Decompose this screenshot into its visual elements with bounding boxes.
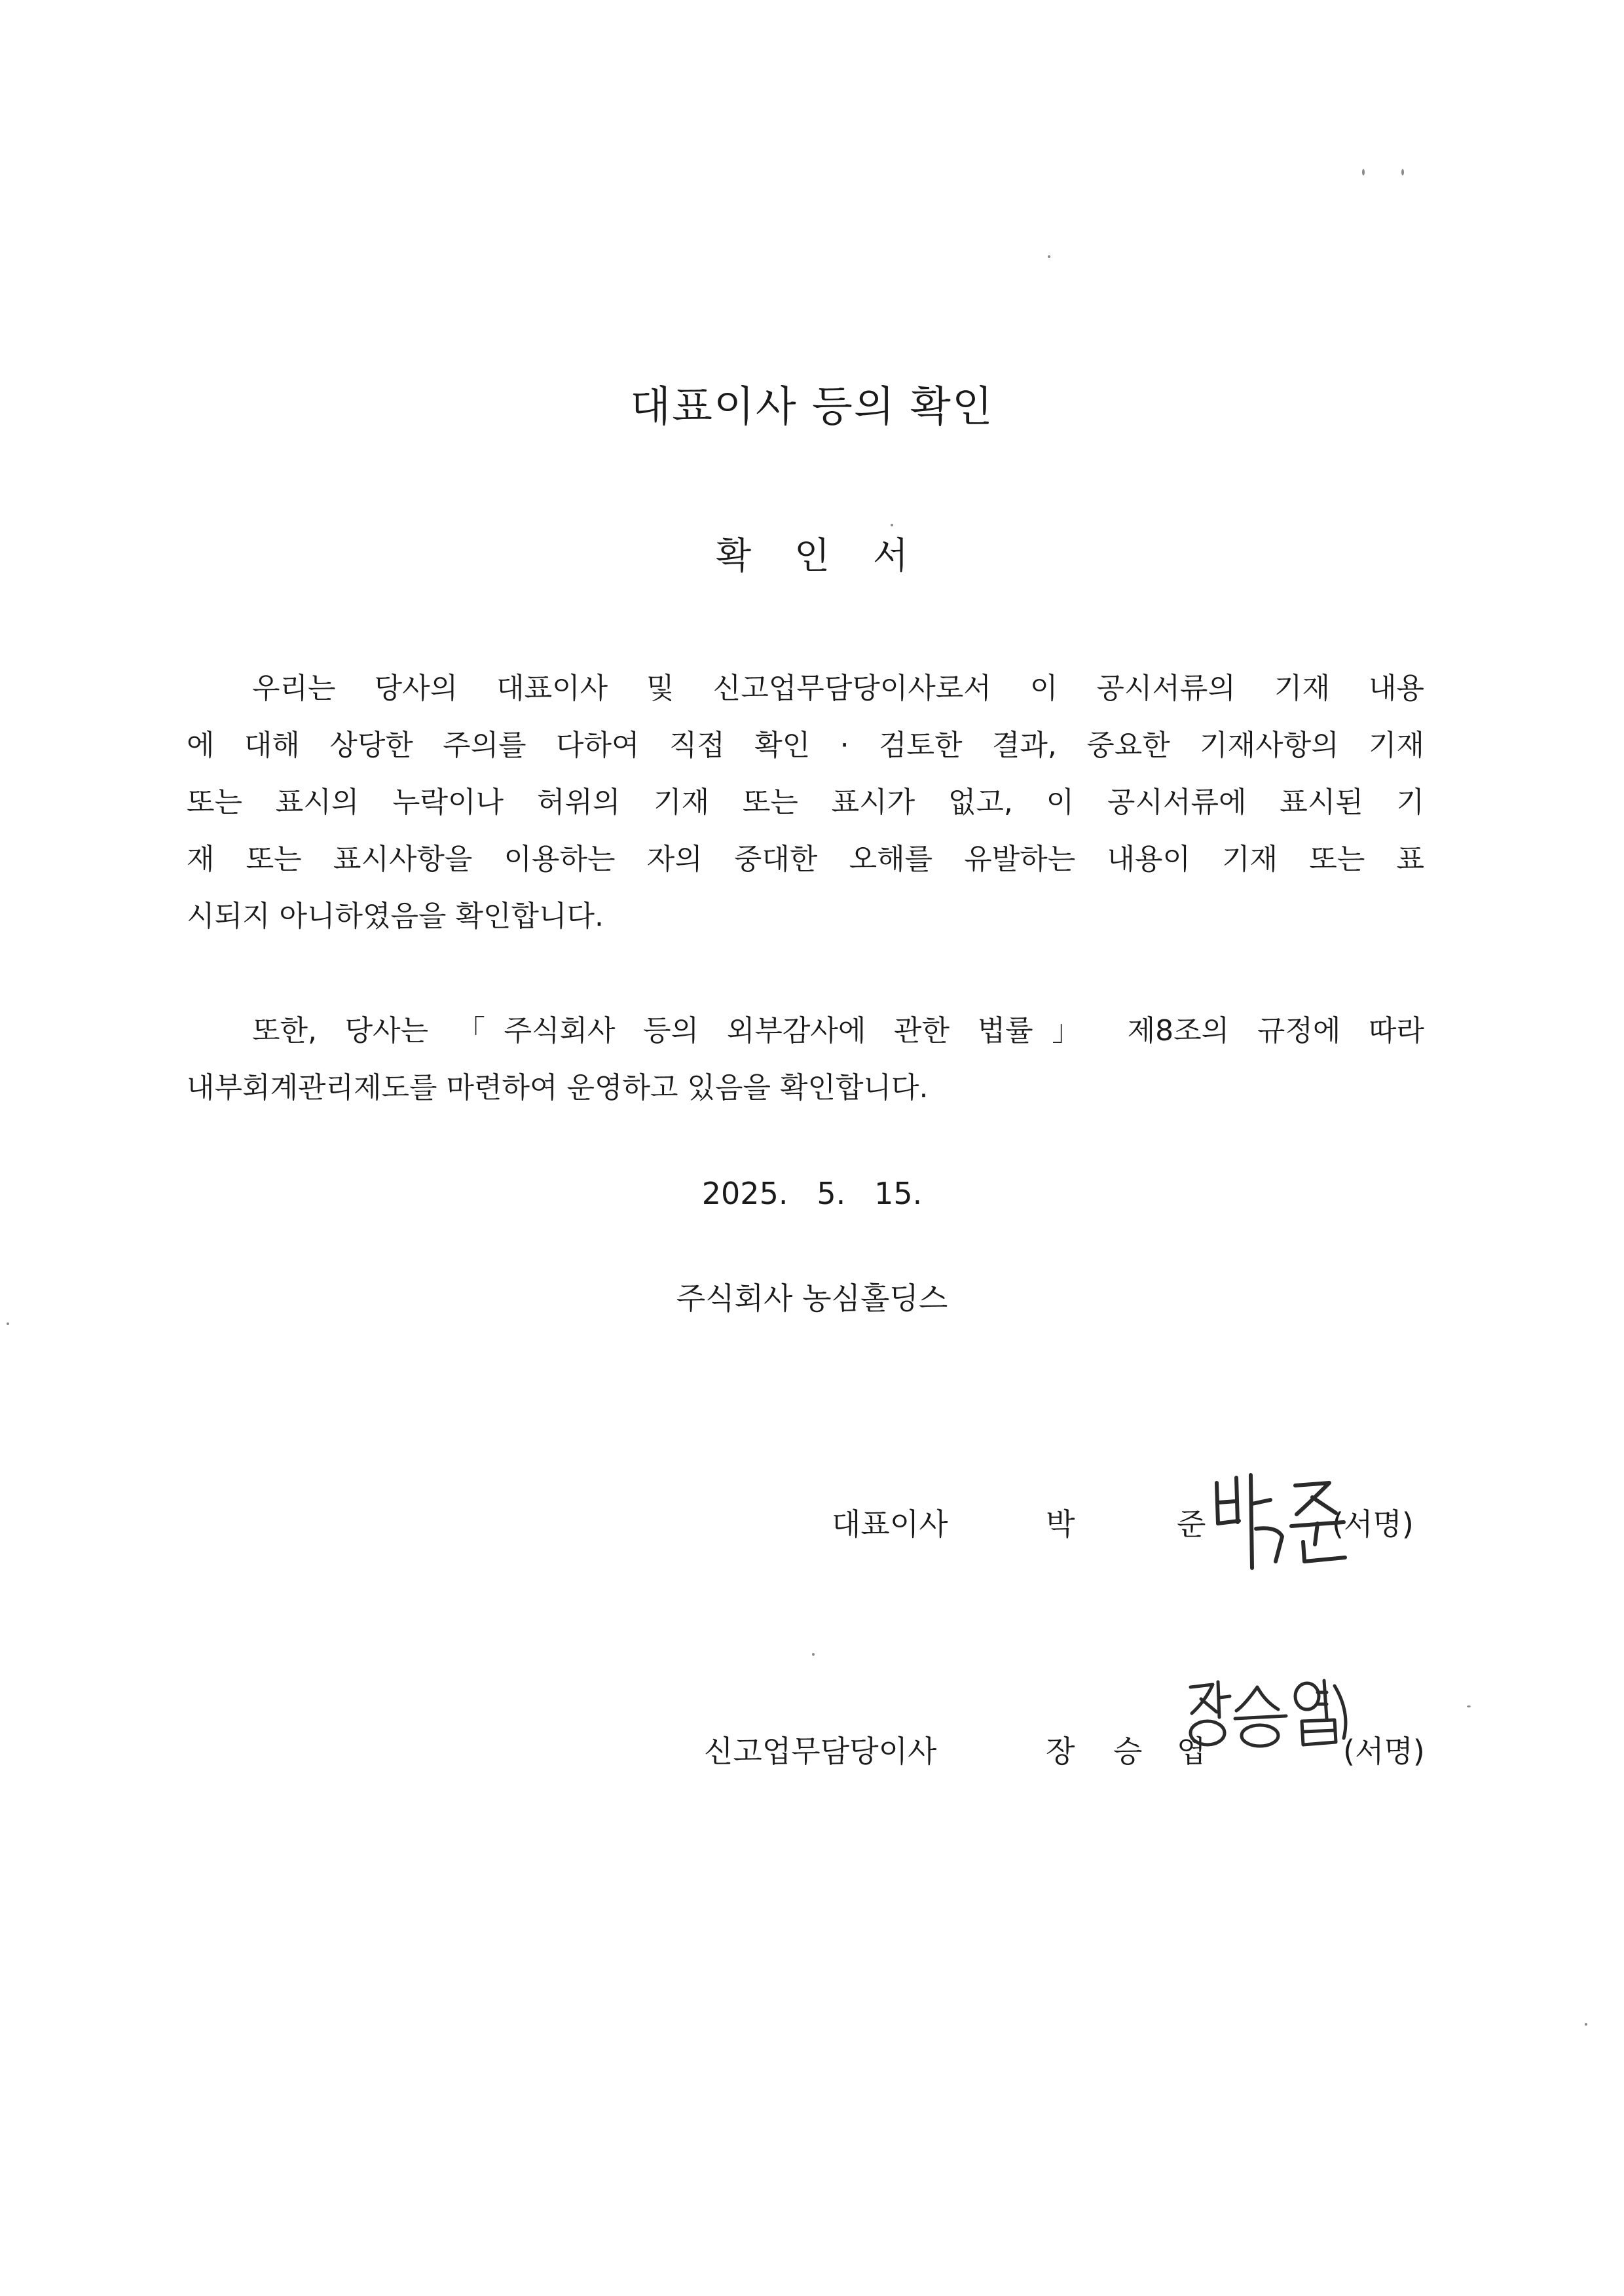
scan-speck	[1467, 1705, 1471, 1707]
paragraph-1	[187, 674, 1424, 936]
document-subtitle: 확 인 서	[716, 535, 924, 577]
signatory-officer-name-char-1: 장	[1046, 1734, 1075, 1769]
signatory-ceo-name-char-2: 준	[1177, 1506, 1206, 1542]
scan-speck	[1048, 255, 1050, 258]
signatory-disclosure-officer	[0, 1736, 1624, 1776]
signatory-officer-name-char-3: 엽	[1177, 1734, 1206, 1769]
scan-speck	[7, 1322, 9, 1325]
signatory-officer-name-char-2: 승	[1113, 1734, 1143, 1769]
paragraph-1-line-4: 재 또는 표시사항을 이용하는 자의 중대한 오해를 유발하는 내용이 기재 또는 표	[187, 843, 1424, 876]
paragraph-2-line-1: 또한, 당사는 「주식회사 등의 외부감사에 관한 법률」 제8조의 규정에 따라	[252, 1014, 1424, 1048]
scan-speck	[1585, 2023, 1587, 2026]
signatory-ceo-sign-label: (서명)	[1332, 1506, 1414, 1542]
signatory-ceo	[0, 1506, 1624, 1548]
paragraph-2	[187, 1014, 1424, 1108]
scan-speck	[812, 1653, 815, 1656]
paragraph-2-line-2: 내부회계관리제도를 마련하여 운영하고 있음을 확인합니다.	[187, 1071, 929, 1104]
scan-speck	[1362, 169, 1365, 175]
signature-jang-seung-yeop	[1179, 1673, 1362, 1758]
signature-park-jun	[1205, 1463, 1362, 1581]
signatory-officer-role: 신고업무담당이사	[704, 1734, 937, 1769]
scan-speck	[1401, 169, 1404, 175]
signatory-ceo-name-char-1: 박	[1046, 1506, 1075, 1542]
document-date: 2025. 5. 15.	[701, 1176, 923, 1211]
paragraph-1-line-5: 시되지 아니하였음을 확인합니다.	[187, 900, 604, 933]
paragraph-1-line-3: 또는 표시의 누락이나 허위의 기재 또는 표시가 없고, 이 공시서류에 표시된 기	[187, 786, 1424, 819]
signatory-ceo-role: 대표이사	[832, 1506, 948, 1542]
paragraph-1-line-2: 에 대해 상당한 주의를 다하여 직접 확인 · 검토한 결과, 중요한 기재사항의 기재	[187, 729, 1424, 762]
signatory-officer-sign-label: (서명)	[1343, 1734, 1425, 1769]
document-title: 대표이사 등의 확인	[630, 383, 994, 431]
scan-speck	[891, 524, 893, 526]
company-name: 주식회사 농심홀딩스	[676, 1281, 948, 1316]
paragraph-1-line-1: 우리는 당사의 대표이사 및 신고업무담당이사로서 이 공시서류의 기재 내용	[252, 672, 1424, 705]
